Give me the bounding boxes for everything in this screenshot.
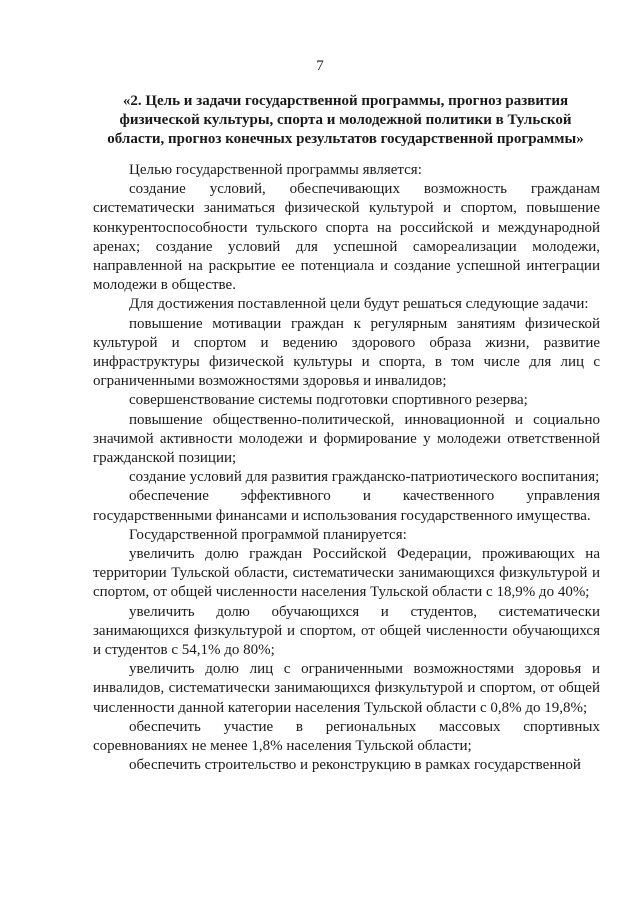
paragraph: Для достижения поставленной цели будут решаться следующие задачи: bbox=[129, 296, 589, 313]
paragraph: создание условий для развития гражданско-патриотического воспитания; bbox=[129, 469, 600, 486]
paragraph: совершенствование системы подготовки спортивного резерва; bbox=[129, 392, 528, 409]
paragraph: повышение мотивации граждан к регулярным занятиям физической культурой и спортом и ведению здорового образа жизни, развитие инфраструктуры физической культуры и спорта, в том числе для лиц с ограниченными возможностями здоровья и инвалидов; bbox=[93, 315, 600, 390]
paragraph: Государственной программой планируется: bbox=[129, 526, 407, 543]
paragraph: Целью государственной программы является: bbox=[129, 162, 422, 178]
paragraph: обеспечение эффективного и качественного управления государственными финансами и использования государственного имущества. bbox=[93, 488, 600, 524]
document-body bbox=[93, 161, 600, 776]
paragraph: увеличить долю обучающихся и студентов, систематически занимающихся физкультурой и спортом, от общей численности обучающихся и студентов с 54,1% до 80%; bbox=[93, 603, 600, 659]
paragraph: обеспечить строительство и реконструкцию в рамках государственной bbox=[129, 757, 581, 774]
paragraph: создание условий, обеспечивающих возможность гражданам систематически заниматься физической культурой и спортом, повышение конкурентоспособности тульского спорта на российской и международной аренах; создание условий для успешной самореализации молодежи, направленной на раскрытие ее потенциала и создание успешной интеграции молодежи в обществе. bbox=[93, 181, 600, 294]
paragraph: повышение общественно-политической, инновационной и социально значимой активности молодежи и формирование у молодежи ответственной гражданской позиции; bbox=[93, 411, 600, 467]
page-number: 7 bbox=[316, 58, 324, 74]
paragraph: увеличить долю лиц с ограниченными возможностями здоровья и инвалидов, систематически занимающихся физкультурой и спортом, от общей численности данной категории населения Тульской области с 0,8% до 19,8%; bbox=[93, 661, 600, 716]
section-heading: «2. Цель и задачи государственной программы, прогноз развития физической культуры, спорта и молодежной политики в Тульской области, прогноз конечных результатов государственной программы» bbox=[107, 93, 584, 147]
paragraph: обеспечить участие в региональных массовых спортивных соревнованиях не менее 1,8% населения Тульской области; bbox=[93, 718, 600, 755]
paragraph: увеличить долю граждан Российской Федерации, проживающих на территории Тульской области, систематически занимающихся физкультурой и спортом, от общей численности населения Тульской области с 18,9% до 40%; bbox=[93, 546, 600, 601]
